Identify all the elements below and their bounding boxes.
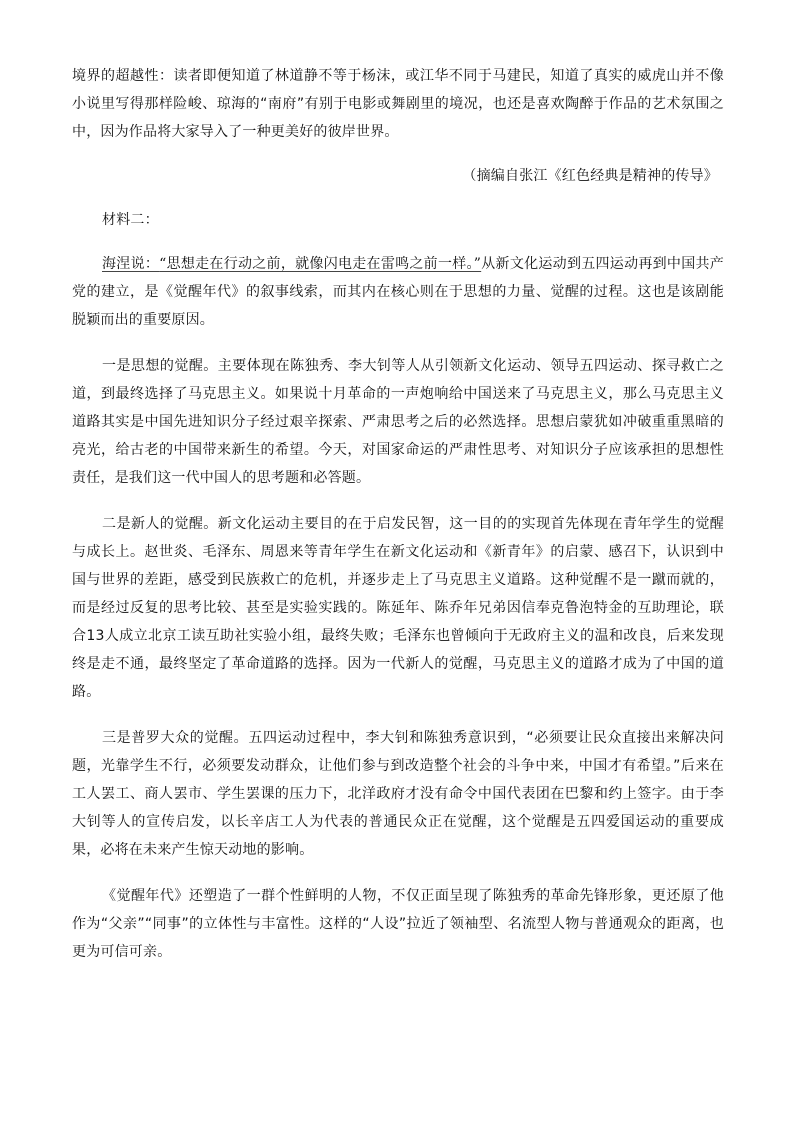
paragraph-heine-rest: 从新文化运动到五四运动再到中国共产党的建立，是《觉醒年代》的叙事线索，而其内在核心则在于思想的力量、觉醒的过程。这也是该剧能脱颖而出的重要原因。 <box>72 256 724 328</box>
paragraph-thought-awakening: 一是思想的觉醒。主要体现在陈独秀、李大钊等人从引领新文化运动、领导五四运动、探寻救亡之道，到最终选择了马克思主义。如果说十月革命的一声炮响给中国送来了马克思主义，那么马克思主义道路其实是中国先进知识分子经过艰辛探索、严肃思考之后的必然选择。思想启蒙犹如冲破重重黑暗的亮光，给古老的中国带来新生的希望。今天，对国家命运的严肃性思考、对知识分子应该承担的思想性责任，是我们这一代中国人的思考题和必答题。 <box>72 358 724 486</box>
paragraph-heine-quote <box>72 250 724 334</box>
quote-lead: 海涅说： <box>102 256 160 272</box>
paragraph-continuation: 境界的超越性：读者即便知道了林道静不等于杨沫，或江华不同于马建民，知道了真实的威虎山并不像小说里写得那样险峻、琼海的“南府”有别于电影或舞剧里的境况，也还是喜欢陶醉于作品的艺术氛围之中，因为作品将大家导入了一种更美好的彼岸世界。 <box>72 68 724 140</box>
paragraph-new-people-awakening: 二是新人的觉醒。新文化运动主要目的在于启发民智，这一目的的实现首先体现在青年学生的觉醒与成长上。赵世炎、毛泽东、周恩来等青年学生在新文化运动和《新青年》的启蒙、感召下，认识到中国与世界的差距，感受到民族救亡的危机，并逐步走上了马克思主义道路。这种觉醒不是一蹴而就的，而是经过反复的思考比较、甚至是实验实践的。陈延年、陈乔年兄弟因信奉克鲁泡特金的互助理论，联合13人成立北京工读互助社实验小组，最终失败；毛泽东也曾倾向于无政府主义的温和改良，后来发现终是走不通，最终坚定了革命道路的选择。因为一代新人的觉醒，马克思主义的道路才成为了中国的道路。 <box>72 516 724 700</box>
source-attribution: （摘编自张江《红色经典是精神的传导》 <box>462 168 718 184</box>
material-two-label: 材料二： <box>102 212 159 228</box>
heine-quote: “思想走在行动之前，就像闪电走在雷鸣之前一样。” <box>159 256 482 272</box>
document-page <box>72 62 724 966</box>
paragraph-masses-awakening: 三是普罗大众的觉醒。五四运动过程中，李大钊和陈独秀意识到，“必须要让民众直接出来解决问题，光靠学生不行，必须要发动群众，让他们参与到改造整个社会的斗争中来，中国才有希望。”后来在工人罢工、商人罢市、学生罢课的压力下，北洋政府才没有命令中国代表团在巴黎和约上签字。由于李大钊等人的宣传启发，以长辛店工人为代表的普通民众正在觉醒，这个觉醒是五四爱国运动的重要成果，必将在未来产生惊天动地的影响。 <box>72 730 724 858</box>
paragraph-characters: 《觉醒年代》还塑造了一群个性鲜明的人物，不仅正面呈现了陈独秀的革命先锋形象，更还原了他作为“父亲”“同事”的立体性与丰富性。这样的“人设”拉近了领袖型、名流型人物与普通观众的距离，也更为可信可亲。 <box>72 888 724 960</box>
